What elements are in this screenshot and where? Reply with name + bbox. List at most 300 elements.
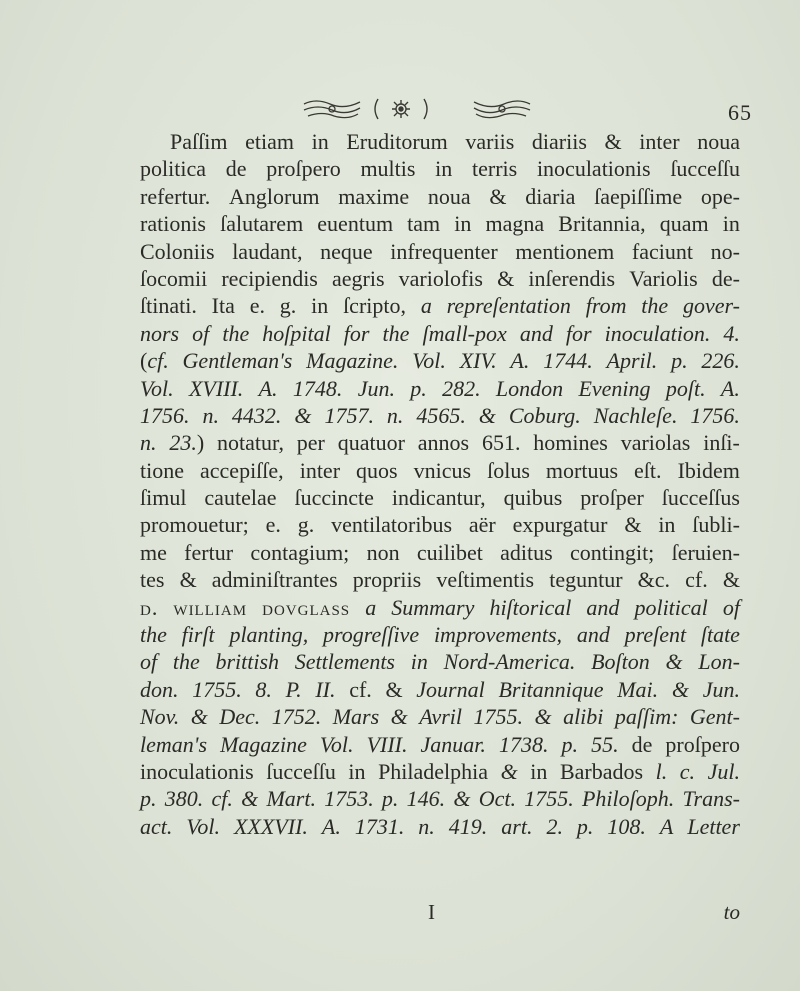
word [272,703,322,730]
text-run: homines [533,430,608,456]
text-run: don. [140,676,179,702]
text-run: cautelae [204,485,277,511]
text-line [140,265,740,292]
text-run: repreſentation [446,293,571,319]
text-run: teguntur [549,567,623,593]
text-run: Lon- [698,649,740,675]
word [487,457,530,484]
word [391,594,474,621]
text-run: Gent- [689,704,740,730]
text-run: ſcripto, [343,293,406,319]
text-run: Coloniis [140,238,215,264]
word [486,210,545,237]
word [723,594,740,621]
word [501,758,518,785]
text-run: inoculationis [140,758,254,784]
word [140,648,157,675]
text-run: nors [140,320,180,346]
text-run: 146. [406,786,446,812]
word [333,703,379,730]
word [202,402,219,429]
word [489,594,571,621]
text-run: a [420,293,432,319]
word [411,648,428,675]
word [217,429,284,456]
word [638,566,670,593]
word [498,676,603,703]
text-run: n. [202,402,219,428]
word [212,292,235,319]
text-run: p. [410,375,427,401]
text-line [140,429,740,456]
word [383,320,410,347]
word [680,758,695,785]
word [343,292,406,319]
word [140,320,179,347]
text-run: ope- [700,183,740,209]
word [204,484,276,511]
word [534,703,551,730]
word [300,457,340,484]
word [586,292,627,319]
word [594,402,678,429]
ornament-right-icon [470,98,534,120]
text-run: 23. [169,430,197,456]
word [570,539,654,566]
text-run: Mart. [266,786,316,812]
text-run: & [534,704,552,730]
text-run: ventilatoribus [331,512,453,538]
word [685,566,708,593]
text-line [140,292,740,319]
word [266,155,341,182]
text-run: Nov. [140,704,180,730]
text-run: ) [196,430,205,456]
word [701,347,740,374]
text-run: proſpero [266,156,341,182]
page-number: 65 [728,100,752,125]
text-line [140,183,740,210]
word [367,539,400,566]
word [211,785,232,812]
word [192,320,209,347]
word [365,594,376,621]
text-run: Letter [687,813,740,839]
word [140,155,206,182]
text-run: the [641,293,669,319]
word [322,813,341,840]
word [634,457,662,484]
text-run: leman's [140,731,208,757]
word [140,731,207,758]
text-run: Evening [578,375,651,401]
word [528,265,615,292]
text-run: per [296,430,325,456]
text-run: paſſim: [614,704,679,730]
word [312,128,329,155]
text-run: & [722,567,740,593]
text-line [140,375,740,402]
text-run: d. [140,594,159,620]
word [501,813,532,840]
text-run: inoculationis [536,156,651,182]
text-run: proſper [580,485,644,511]
text-run: Magazine [220,731,307,757]
word [641,292,668,319]
word [229,183,319,210]
word [656,758,668,785]
text-run: Oct. [478,786,517,812]
word [241,785,258,812]
word [670,155,740,182]
text-run: variis [465,129,515,154]
text-run: & [671,676,689,702]
word [449,813,488,840]
text-run: 1756. [140,402,190,428]
text-run: and [586,594,620,620]
text-run: g. [279,293,297,319]
word [295,648,395,675]
word [634,594,707,621]
text-run: Britannia, [558,211,646,237]
word [140,539,167,566]
text-run: cf. [685,567,708,593]
text-run: 8. [255,676,272,702]
word [294,484,373,511]
text-run: p. [576,813,594,839]
word [344,320,370,347]
word [315,676,335,703]
text-run: & [489,183,507,209]
word [683,292,740,319]
text-run: art. [501,813,533,839]
text-run: A. [321,813,341,839]
word [220,210,303,237]
text-run: infrequenter [390,238,498,264]
word [434,621,562,648]
text-run: quam [659,211,709,237]
word [500,539,553,566]
text-run: & [390,704,408,730]
word [140,621,167,648]
word [625,621,687,648]
text-run: in [435,156,453,182]
text-run: notatur, [217,430,284,456]
text-run: 380. [164,786,204,812]
text-run: of [140,649,158,675]
text-run: Jul. [707,758,740,784]
word [353,566,421,593]
text-run: g. [297,512,315,538]
word [586,594,619,621]
word [183,347,293,374]
word [320,731,354,758]
text-run: 651. [481,430,521,456]
word [701,183,740,210]
word [414,457,471,484]
text-line [140,703,740,730]
text-run: terris [472,156,518,182]
text-run: l. [655,758,668,784]
text-run: alibi [563,704,604,730]
word [191,703,208,730]
text-run: & [241,786,259,812]
rose-ornament-icon [370,96,432,122]
word [262,320,330,347]
word [140,347,169,374]
text-run: the [172,649,200,675]
text-run: poſt. [665,375,706,401]
word [332,265,385,292]
text-run: A. [510,348,530,374]
word [367,731,408,758]
text-run: Vol. [140,375,174,401]
word [723,566,740,593]
word [632,238,693,265]
word [582,785,674,812]
word [524,785,574,812]
text-run: multis [360,156,416,182]
text-run: noua [697,129,740,154]
text-run: II. [315,676,336,702]
word [418,813,435,840]
text-run: P. [285,676,302,702]
text-run: inter [299,457,341,483]
word [479,785,516,812]
text-run: 1731. [354,813,405,839]
text-run: Mars [332,704,380,730]
text-line [140,676,740,703]
word [615,703,679,730]
text-run: recipiendis [221,265,318,291]
word [140,484,186,511]
ornament-center [370,96,432,127]
word [533,429,608,456]
word [496,375,563,402]
text-run: in [311,293,329,319]
word [563,703,603,730]
text-run: & [604,129,622,154]
text-run: cuilibet [416,539,483,565]
text-run: progreſſive [323,622,420,648]
text-run: neque [320,238,373,264]
word [259,375,278,402]
text-run: annos [417,430,470,456]
text-run: in [722,211,740,237]
word [140,429,157,456]
word [671,347,688,374]
text-run: Settlements [294,649,395,675]
text-run: tam [407,211,441,237]
word [465,128,514,155]
word [421,731,486,758]
word [349,676,372,703]
word [532,128,587,155]
text-line [140,511,740,538]
text-run: gover- [683,293,740,319]
text-run: in [658,512,676,538]
text-run: in [530,758,548,784]
text-run: 1757. [324,402,374,428]
text-run: Coburg. [508,402,581,428]
word [666,648,683,675]
text-run: and [519,320,553,346]
text-run: A. [258,375,278,401]
word [697,128,740,155]
text-run: aër [468,512,496,538]
word [460,347,497,374]
text-run: in [454,211,472,237]
word [140,594,158,621]
text-line [140,621,740,648]
word [444,648,576,675]
text-run: Philoſoph. [581,786,675,812]
word [698,648,740,675]
text-run: variolofis [398,265,483,291]
text-run: p. [140,786,157,812]
word [294,402,311,429]
text-run: in [410,649,428,675]
word [298,511,315,538]
text-run: planting, [229,622,309,648]
text-run: Jun. [357,375,395,401]
word [580,484,644,511]
text-line [140,402,740,429]
text-run: & [497,265,515,291]
word [331,511,452,538]
word [324,785,374,812]
text-run: faciunt [631,238,693,264]
word [407,785,446,812]
text-run: 419. [448,813,488,839]
word [212,566,338,593]
word [562,731,579,758]
text-line [140,457,740,484]
text-run: noua [427,183,471,209]
word [515,238,614,265]
word [140,758,254,785]
text-run: diaria [525,183,576,209]
text-run: 1753. [324,786,374,812]
text-run: & [294,402,312,428]
text-line [140,785,740,812]
text-run: & [190,704,208,730]
text-run: n. [140,430,157,456]
word [382,785,399,812]
ornament-left-icon [300,98,364,120]
text-run: quibus [503,485,563,511]
word [723,210,740,237]
word [140,703,179,730]
text-run: & [453,786,471,812]
text-run: indicantur, [391,485,486,511]
word [169,429,204,456]
text-run: de [631,731,653,757]
text-run: Summary [391,594,475,620]
word [180,566,197,593]
text-run: XXXVII. [233,813,308,839]
word [558,210,645,237]
text-run: tione [140,457,184,483]
word [660,210,709,237]
word [378,758,488,785]
word [549,566,622,593]
word [560,758,643,785]
text-line [140,128,740,155]
text-run: ( [140,348,148,374]
text-run: de- [711,265,740,291]
text-run: XIV. [459,348,497,374]
text-run: adminiſtrantes [211,567,338,593]
text-run: diariis [531,129,587,154]
word [577,621,610,648]
text-run: Philadelphia [378,758,489,784]
word [229,621,308,648]
text-run: non [366,539,400,565]
body-text [140,128,740,840]
word [192,676,242,703]
text-run: & [500,758,518,784]
text-run: for [565,320,592,346]
word [266,785,316,812]
word [311,292,328,319]
word [297,429,325,456]
text-line [140,731,740,758]
text-run: from [585,293,627,319]
word [184,539,233,566]
word [624,511,641,538]
word [678,457,740,484]
text-run: Variolis [629,265,698,291]
word [280,292,297,319]
word [250,292,265,319]
text-run: of [722,594,740,620]
text-run: 4. [723,320,740,346]
text-run: vnicus [413,457,472,483]
word [173,594,247,621]
text-run: the [382,320,410,346]
text-line [140,238,740,265]
word [543,347,593,374]
text-run: ſolus [487,457,530,483]
text-run: p. [561,731,579,757]
word [140,566,164,593]
text-run: e. [265,512,281,538]
text-run: refertur. [140,183,211,209]
text-run: 1738. [498,731,549,757]
text-run: 55. [591,731,619,757]
word [591,731,619,758]
word [418,429,469,456]
text-run: 282. [442,375,481,401]
word [525,183,575,210]
word [447,292,571,319]
text-run: inſerendis [528,265,616,291]
word [472,155,517,182]
word [687,813,740,840]
text-run: improvements, [433,622,563,648]
word [262,594,350,621]
word [140,375,174,402]
text-run: p. [381,786,399,812]
text-line [140,539,740,566]
text-run: Vol. [319,731,354,757]
text-run: Journal [416,676,485,702]
text-line [140,813,740,840]
text-run: XVIII. [188,375,244,401]
word [250,539,349,566]
word [711,238,740,265]
